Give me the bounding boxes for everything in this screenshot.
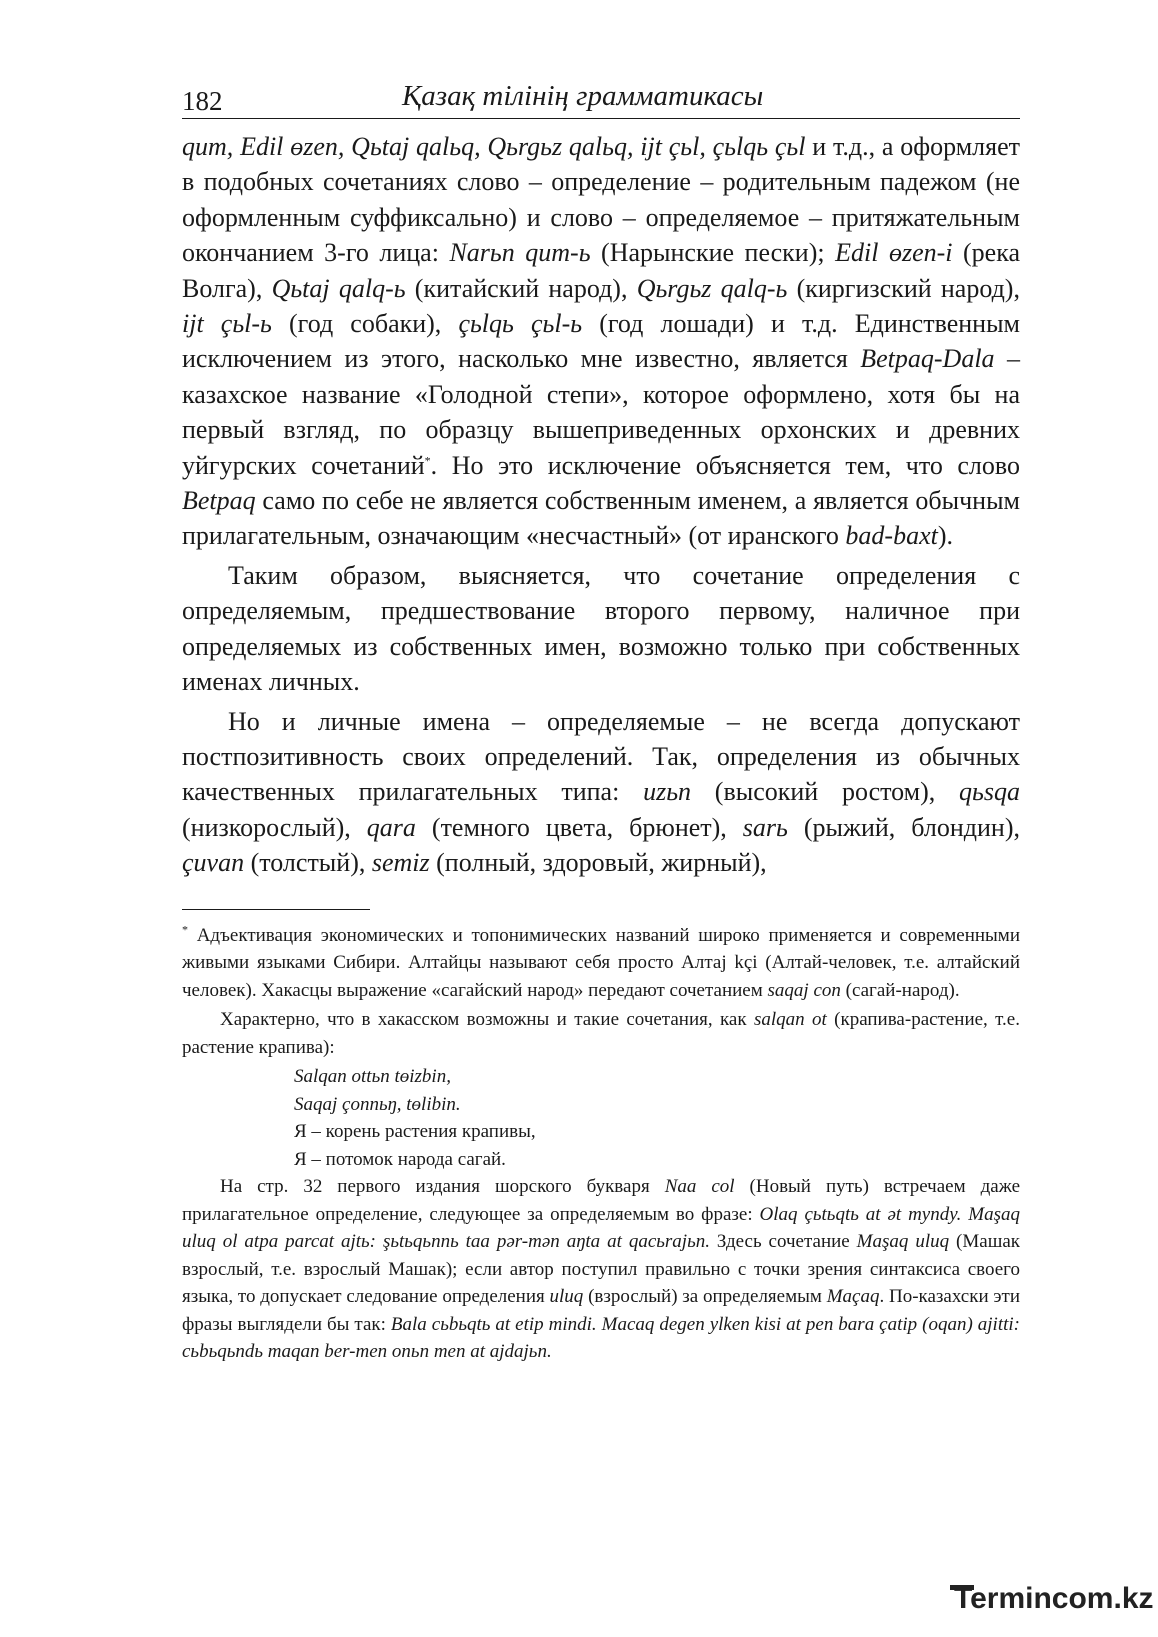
page-number: 182	[182, 86, 223, 116]
text-run: На стр. 32 первого издания шорского букваря	[220, 1176, 665, 1198]
paragraph-1	[182, 129, 1020, 554]
footnotes	[182, 922, 1020, 1366]
text-run: Но и личные имена – определяемые – не всегда допускают постпозитивность своих определений. Так, определения из обычных качественных прилагательных типа:	[182, 706, 1020, 807]
footnote-1	[182, 922, 1020, 1005]
text-run: (Нарынские пески);	[590, 238, 836, 268]
text-run: (толстый),	[244, 848, 372, 878]
text-run: (китайский народ),	[405, 273, 637, 303]
italic-term: Maşaq uluq	[856, 1231, 950, 1253]
italic-term: çьlqь çьl-ь	[458, 309, 583, 339]
text-run: (год собаки),	[271, 309, 459, 339]
footnote-marker: *	[424, 453, 431, 467]
italic-term: Bala cьbьqtь at etip mindi. Macaq degen ylken kisi at pen bara çatip (oqan) ajitti: cьbьqьndь maqan ber-men onьn men at ajdajьn.	[182, 1313, 1020, 1363]
text-run: . По-казахски эти фразы выглядели бы так:	[182, 1286, 1021, 1335]
italic-term: Edil ɵzen-i	[835, 238, 953, 268]
footnote-separator	[182, 909, 370, 910]
verse-line	[294, 1118, 1020, 1146]
italic-term: Maçaq	[826, 1286, 880, 1308]
italic-term: saqaj con	[767, 979, 841, 1001]
verse-line	[294, 1146, 1020, 1174]
italic-term: Betpaq-Dala	[860, 344, 995, 374]
text-run: Характерно, что в хакасском возможны и такие сочетания, как	[220, 1009, 754, 1031]
text-run: Здесь сочетание	[709, 1231, 857, 1253]
italic-term: semiz	[371, 848, 430, 878]
italic-term: çuvan	[182, 848, 245, 878]
text-run: – казахское название «Голодной степи», которое оформлено, хотя бы на первый взгляд, по образцу вышеприведенных орхонских и древних уйгурских сочетаний	[182, 344, 1020, 480]
italic-term: Qьrgьz qalq-ь	[636, 273, 788, 303]
book-page	[182, 78, 1020, 1368]
text-run: (крапива-растение, т.е. растение крапива):	[182, 1009, 1020, 1058]
footnote-marker: *	[182, 922, 188, 937]
verse-line	[294, 1063, 1020, 1091]
italic-term: Narьn qum-ь	[449, 238, 591, 268]
italic-term: Naa col	[664, 1176, 735, 1198]
text-run: Я – потомок народа сагай.	[294, 1148, 506, 1170]
text-run: (взрослый) за определяемым	[583, 1286, 827, 1308]
italic-term: uluq	[549, 1286, 584, 1308]
text-run: (низкорослый),	[182, 812, 367, 842]
text-run: Таким образом, выясняется, что сочетание определения с определяемым, предшествование второго первому, наличное при определяемых из собственных имен, возможно только при собственных именах личных.	[182, 560, 1020, 697]
text-run: . Но это исключение объясняется тем, что слово	[430, 450, 1021, 480]
italic-term: bad-baxt	[845, 521, 938, 551]
text-run: (река Волга),	[182, 238, 1021, 303]
text-run: (рыжий, блондин),	[787, 812, 1020, 842]
main-text	[182, 129, 1020, 881]
paragraph-2	[182, 558, 1020, 700]
text-run: (полный, здоровый, жирный),	[429, 848, 767, 878]
italic-term: qьsqa	[959, 777, 1020, 807]
watermark-logo	[950, 1582, 1154, 1624]
page-header	[182, 78, 1020, 119]
verse-quote	[294, 1063, 1020, 1173]
paragraph-3	[182, 704, 1020, 881]
italic-term: sarь	[742, 812, 788, 842]
text-run: (высокий ростом),	[691, 777, 960, 807]
text-run: само по себе не является собственным именем, а является обычным прилагательным, означающим «несчастный» (от иранского	[182, 486, 1020, 551]
italic-term: qum, Edil ɵzen, Qьtaj qalьq, Qьrgьz qalьq, ijt çьl, çьlqь çьl	[182, 132, 806, 161]
italic-term: uzьn	[643, 777, 692, 807]
text-run: (Машак взрослый, т.е. взрослый Машак); если автор поступил правильно с точки зрения синтаксиса своего языка, то допускает следование определения	[182, 1231, 1020, 1308]
watermark-text: Termincom.kz	[954, 1582, 1154, 1615]
text-run: (киргизский народ),	[787, 273, 1020, 303]
text-run: (сагай-народ).	[840, 979, 960, 1001]
footnote-2	[182, 1006, 1020, 1061]
italic-term: salqan ot	[753, 1009, 827, 1031]
verse-line	[294, 1091, 1020, 1119]
italic-term: Betpaq	[182, 486, 256, 516]
text-run: (Новый путь) встречаем даже прилагательное определение, следующее за определяемым во фразе:	[182, 1176, 1021, 1225]
text-run: Я – корень растения крапивы,	[294, 1121, 536, 1143]
italic-term: Salqan ottьn tɵizbin,	[294, 1066, 451, 1088]
italic-term: ijt çьl-ь	[182, 309, 272, 339]
footnote-3	[182, 1173, 1020, 1366]
text-run: ).	[937, 521, 953, 551]
italic-term: qara	[366, 812, 416, 842]
italic-term: Saqaj çonnьŋ, tɵlibin.	[294, 1093, 461, 1115]
text-run: и т.д., а оформляет в подобных сочетаниях слово – определение – родительным падежом (не оформленным суффиксально) и слово – определяемое – притяжательным окончанием 3-го лица:	[182, 132, 1020, 268]
italic-term: Olaq çьtьqtь at ət myndy. Maşaq uluq ol atpa parcat ajtь: şьtьqьnnь taa pər-mən aŋta at qacьrajьn.	[182, 1203, 1021, 1253]
italic-term: Qьtaj qalq-ь	[271, 273, 406, 303]
running-title: Қазақ тілінің грамматикасы	[402, 80, 764, 112]
text-run: (темного цвета, брюнет),	[415, 812, 743, 842]
text-run: Адъективация экономических и топонимических названий широко применяется и современными живыми языками Сибири. Алтайцы называют себя просто Алтај kçi (Алтай-человек, т.е. алтайский человек). Хакасцы выражение «сагайский народ» передают сочетанием	[182, 924, 1020, 1001]
text-run: (год лошади) и т.д. Единственным исключением из этого, насколько мне известно, является	[182, 309, 1020, 374]
